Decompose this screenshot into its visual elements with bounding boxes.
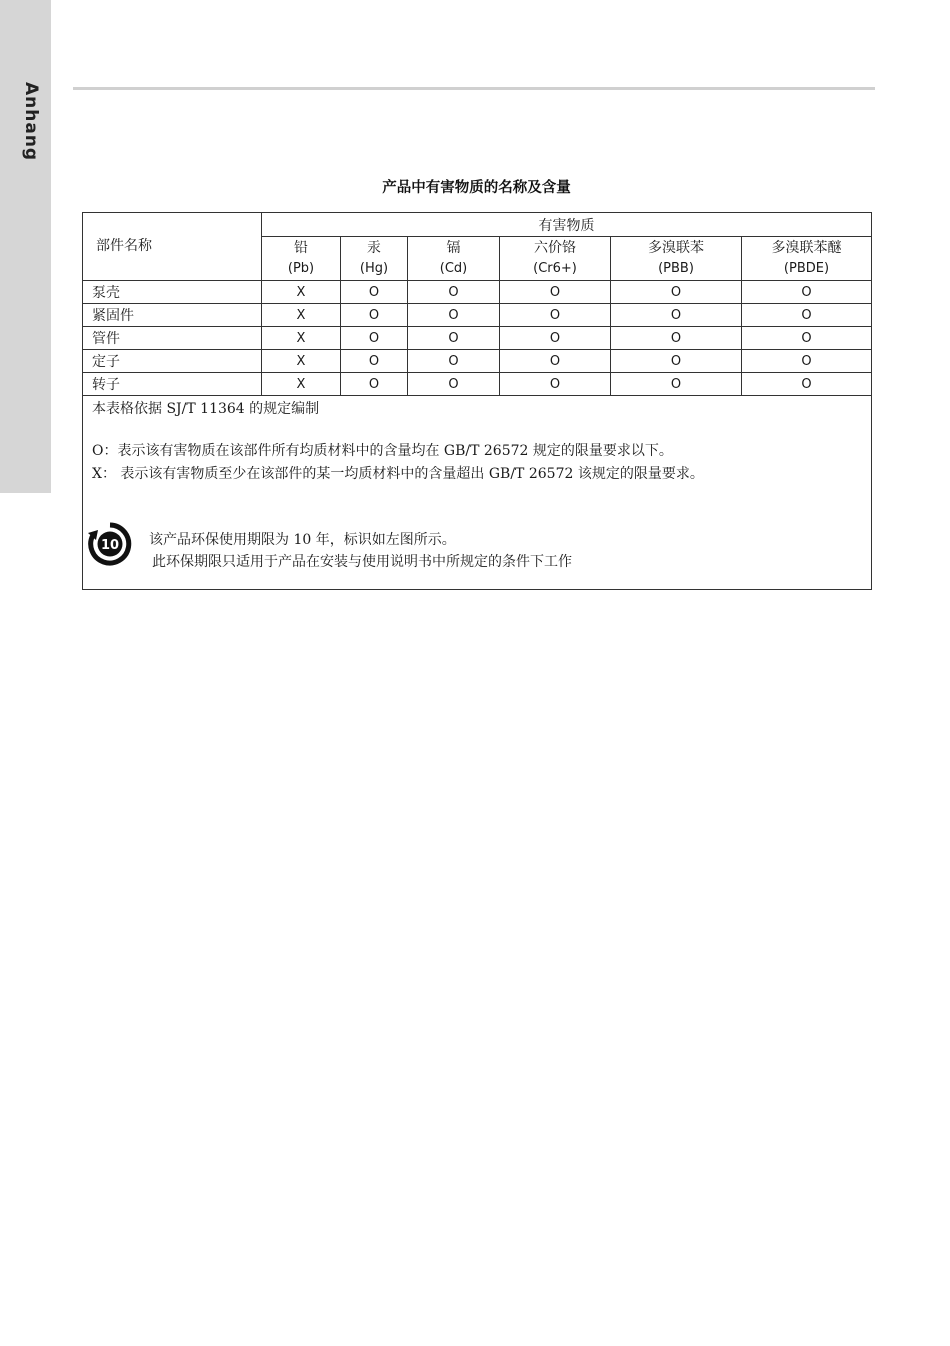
substance-value-cell: O [742,327,872,350]
substance-header [742,237,872,281]
substance-value-cell: X [262,327,341,350]
substance-value-cell: O [500,304,611,327]
table-row [83,281,872,304]
part-name-header: 部件名称 [83,213,262,281]
side-tab [0,0,51,493]
substance-value-cell: O [500,350,611,373]
hazardous-substances-table [82,212,872,590]
substance-abbreviation: (PBB) [658,260,694,276]
table-title: 产品中有害物质的名称及含量 [382,180,571,196]
substance-name: 汞 [367,239,381,256]
substance-abbreviation: (Hg) [359,260,389,276]
substance-value-cell: O [742,350,872,373]
environment-protection-use-period-icon [88,522,132,566]
substance-value-cell: O [408,373,500,396]
part-name-cell: 泵壳 [83,281,262,304]
substance-header [262,237,341,281]
table-row [83,327,872,350]
part-name-cell: 管件 [83,327,262,350]
header-rule [73,87,875,90]
substance-value-cell: O [341,304,408,327]
substance-value-cell: O [500,327,611,350]
substance-value-cell: O [742,281,872,304]
table-row [83,304,872,327]
side-tab-label: Anhang [21,82,41,162]
x-legend-note: X： 表示该有害物质至少在该部件的某一均质材料中的含量超出 GB/T 26572 该规定的限量要求。 [92,466,704,482]
substance-abbreviation: (Pb) [287,260,315,276]
part-name-cell: 转子 [83,373,262,396]
substance-value-cell: O [408,350,500,373]
substance-abbreviation: (Cr6+) [533,260,577,276]
substance-name: 镉 [446,239,461,256]
substance-name: 六价铬 [534,239,576,256]
table-row [83,373,872,396]
substance-value-cell: O [408,304,500,327]
epup-period-note: 该产品环保使用期限为 10 年，标识如左图所示。 [149,532,456,548]
substance-header [500,237,611,281]
o-legend-note: O：表示该有害物质在该部件所有均质材料中的含量均在 GB/T 26572 规定的限量要求以下。 [92,443,673,459]
substance-value-cell: O [408,327,500,350]
part-name-cell: 定子 [83,350,262,373]
substance-header [341,237,408,281]
substance-name: 铅 [294,239,308,256]
epup-icon-number: 10 [100,538,120,553]
substance-value-cell: O [611,281,742,304]
substance-value-cell: O [742,373,872,396]
substances-group-header: 有害物质 [262,213,872,237]
substance-abbreviation: (PBDE) [783,260,830,276]
substance-value-cell: O [408,281,500,304]
substance-value-cell: O [742,304,872,327]
substance-name: 多溴联苯醚 [771,239,842,256]
substance-name: 多溴联苯 [648,239,704,256]
part-name-cell: 紧固件 [83,304,262,327]
substance-value-cell: O [341,327,408,350]
substance-value-cell: O [611,373,742,396]
substance-value-cell: O [341,350,408,373]
standard-note: 本表格依据 SJ/T 11364 的规定编制 [92,401,320,417]
substance-value-cell: X [262,350,341,373]
substance-header [611,237,742,281]
substance-abbreviation: (Cd) [439,260,468,276]
substance-header [408,237,500,281]
substance-value-cell: X [262,281,341,304]
substance-value-cell: O [341,373,408,396]
substance-value-cell: O [611,304,742,327]
substance-value-cell: O [500,281,611,304]
substance-value-cell: X [262,373,341,396]
substance-value-cell: O [611,327,742,350]
substance-value-cell: O [500,373,611,396]
epup-condition-note: 此环保期限只适用于产品在安装与使用说明书中所规定的条件下工作 [152,554,572,570]
notes-section [83,396,872,590]
substance-value-cell: X [262,304,341,327]
substance-value-cell: O [611,350,742,373]
substance-value-cell: O [341,281,408,304]
table-row [83,350,872,373]
